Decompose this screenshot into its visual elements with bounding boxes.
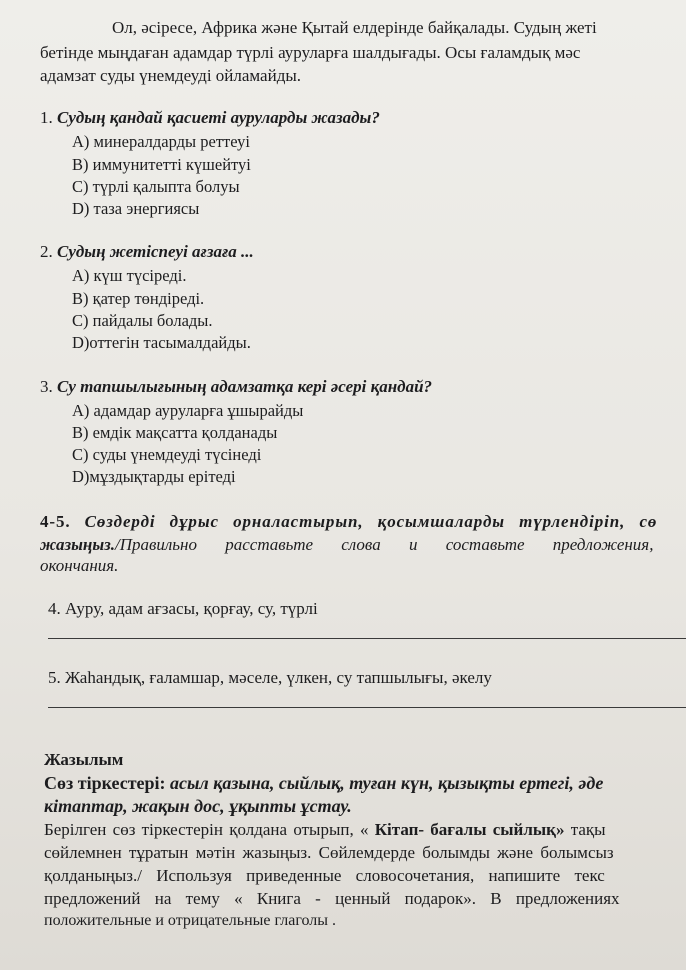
intro-line-2: бетінде мыңдаған адамдар түрлі ауруларға шалдығады. Осы ғаламдық мәс bbox=[40, 43, 581, 62]
question-3-option-d: D)мұздықтарды ерітеді bbox=[72, 467, 236, 486]
task-45-number: 4-5. bbox=[40, 512, 71, 531]
task-4-answer-line[interactable] bbox=[48, 638, 686, 639]
phrases-list-part-1: асыл қазына, сыйлық, туған күн, қызықты ертегі, әде bbox=[170, 773, 604, 793]
phrases-label: Сөз тіркестері: bbox=[44, 773, 166, 793]
task-45-russian-part-2: окончания. bbox=[40, 556, 119, 575]
phrases-line-1 bbox=[44, 773, 603, 793]
question-3 bbox=[40, 377, 432, 397]
phrases-line-2: кітаптар, жақын дос, ұқыпты ұстау. bbox=[44, 796, 352, 816]
task-45-russian-part-1: /Правильно расставьте слова и составьте предложения, bbox=[115, 535, 654, 554]
writing-task-part-1: Берілген сөз тіркестерін қолдана отырып, « bbox=[44, 820, 375, 839]
task-45-instruction-line-1 bbox=[40, 512, 657, 532]
writing-task-line-5: положительные и отрицательные глаголы . bbox=[44, 912, 337, 929]
writing-task-part-2: тақы bbox=[564, 820, 606, 839]
writing-task-line-2: сөйлемнен тұратын мәтін жазыңыз. Сөйлемдерде болымды және болымсыз bbox=[44, 843, 614, 862]
task-45-kazakh-part-2: жазыңыз. bbox=[40, 535, 116, 554]
writing-heading: Жазылым bbox=[44, 750, 124, 769]
intro-line-1: Ол, әсіресе, Африка және Қытай елдерінде байқалады. Судың жеті bbox=[112, 18, 597, 37]
question-3-option-a: A) адамдар ауруларға ұшырайды bbox=[72, 401, 304, 420]
question-2-option-b: B) қатер төндіреді. bbox=[72, 289, 205, 308]
question-2-text: Судың жетіспеуі ағзаға ... bbox=[57, 242, 254, 261]
question-3-text: Су тапшылығының адамзатқа кері әсері қандай? bbox=[57, 377, 433, 396]
task-4-words: 4. Ауру, адам ағзасы, қорғау, су, түрлі bbox=[48, 599, 318, 618]
task-5-answer-line[interactable] bbox=[48, 707, 686, 708]
question-1-text: Судың қандай қасиеті ауруларды жазады? bbox=[57, 108, 380, 127]
question-3-number: 3. bbox=[40, 377, 53, 396]
task-45-instruction-line-3 bbox=[40, 556, 118, 576]
task-45-kazakh-part-1: Сөздерді дұрыс орналастырып, қосымшаларды түрлендіріп, сө bbox=[84, 512, 658, 531]
writing-task-line-3: қолданыңыз./ Используя приведенные словосочетания, напишите текс bbox=[44, 866, 605, 885]
writing-task-line-1 bbox=[44, 820, 606, 840]
writing-task-topic: Кітап- бағалы сыйлық» bbox=[374, 820, 565, 839]
question-2-number: 2. bbox=[40, 242, 53, 261]
question-1-option-a: A) минералдарды реттеуі bbox=[72, 132, 251, 151]
question-2-option-c: C) пайдалы болады. bbox=[72, 311, 213, 330]
question-2-option-d: D)оттегін тасымалдайды. bbox=[72, 333, 251, 352]
question-2 bbox=[40, 242, 254, 262]
writing-task-line-4: предложений на тему « Книга - ценный подарок». В предложениях bbox=[44, 889, 620, 908]
question-3-option-b: B) емдік мақсатта қолданады bbox=[72, 423, 278, 442]
question-1-number: 1. bbox=[40, 108, 53, 127]
question-1-option-d: D) таза энергиясы bbox=[72, 199, 200, 218]
question-1-option-c: C) түрлі қалыпта болуы bbox=[72, 177, 240, 196]
question-2-option-a: A) күш түсіреді. bbox=[72, 266, 187, 285]
question-3-option-c: C) суды үнемдеуді түсінеді bbox=[72, 445, 262, 464]
intro-line-3: адамзат суды үнемдеуді ойламайды. bbox=[40, 66, 302, 85]
question-1-option-b: B) иммунитетті күшейтуі bbox=[72, 155, 251, 174]
task-5-words: 5. Жаһандық, ғаламшар, мәселе, үлкен, су тапшылығы, әкелу bbox=[48, 668, 492, 687]
question-1 bbox=[40, 108, 380, 128]
task-45-instruction-line-2 bbox=[40, 535, 653, 555]
